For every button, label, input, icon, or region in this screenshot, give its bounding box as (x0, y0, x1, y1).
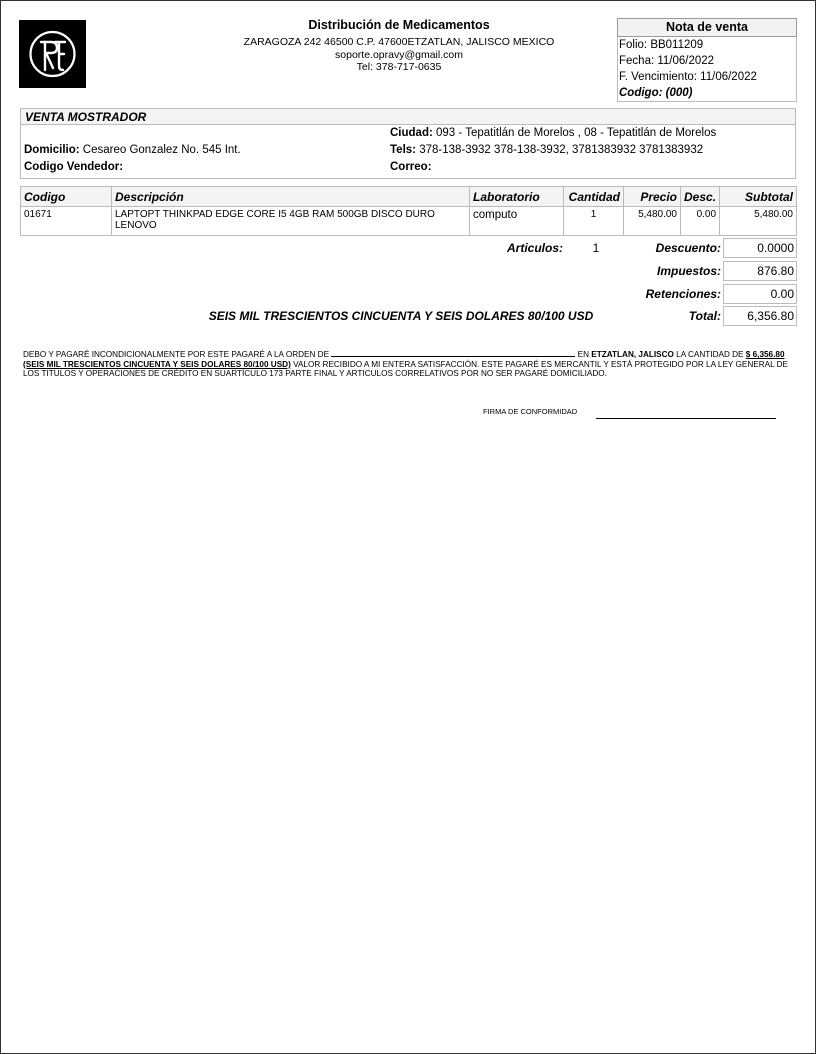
nota-codigo: Codigo: (000) (617, 85, 797, 102)
articulos-value: 1 (592, 241, 600, 255)
retenciones-value: 0.00 (723, 284, 797, 304)
cell-descripcion: LAPTOPT THINKPAD EDGE CORE I5 4GB RAM 500GB DISCO DURO LENOVO (112, 207, 470, 236)
descuento-value: 0.0000 (723, 238, 797, 258)
pagare-amount: $ 6,356.80 (SEIS MIL TRESCIENTOS CINCUENTA Y SEIS DOLARES 80/100 USD) (23, 350, 785, 369)
col-subtotal: Subtotal (720, 187, 797, 207)
client-vendedor (24, 161, 123, 173)
correo-label: Correo: (390, 161, 432, 173)
descuento-label: Descuento: (655, 241, 721, 255)
client-section-header: VENTA MOSTRADOR (20, 108, 796, 125)
col-cantidad: Cantidad (564, 187, 624, 207)
retenciones-label: Retenciones: (645, 287, 721, 301)
total-label: Total: (688, 309, 721, 323)
tels-label: Tels: (390, 144, 416, 156)
nota-fecha: Fecha: 11/06/2022 (617, 53, 797, 69)
items-table (20, 186, 797, 236)
nota-title: Nota de venta (617, 18, 797, 37)
company-name: Distribución de Medicamentos (308, 18, 490, 32)
domicilio-label: Domicilio: (24, 144, 80, 156)
table-header-row (21, 187, 797, 207)
col-laboratorio: Laboratorio (470, 187, 564, 207)
company-header (201, 18, 597, 74)
nota-de-venta-box (617, 18, 797, 102)
col-precio: Precio (624, 187, 681, 207)
ciudad-value: 093 - Tepatitlán de Morelos , 08 - Tepatitlán de Morelos (432, 127, 717, 139)
firma-signature-line (596, 418, 776, 419)
client-correo (390, 161, 432, 173)
client-domicilio (24, 144, 241, 156)
impuestos-value: 876.80 (723, 261, 797, 281)
pagare-part3: LA CANTIDAD DE (673, 350, 746, 359)
cell-codigo: 01671 (21, 207, 112, 236)
pagare-text (23, 349, 793, 379)
company-address: ZARAGOZA 242 46500 C.P. 47600ETZATLAN, JALISCO MEXICO (243, 36, 555, 48)
impuestos-label: Impuestos: (656, 264, 721, 278)
vendedor-label: Codigo Vendedor: (24, 161, 124, 173)
client-section (20, 125, 796, 179)
nota-vencimiento: F. Vencimiento: 11/06/2022 (617, 69, 797, 85)
rf-monogram-logo-icon (19, 20, 86, 88)
company-phone: Tel: 378-717-0635 (356, 61, 442, 74)
col-codigo: Codigo (21, 187, 112, 207)
client-ciudad (390, 127, 716, 139)
amount-in-words: SEIS MIL TRESCIENTOS CINCUENTA Y SEIS DOLARES 80/100 USD (208, 309, 594, 323)
pagare-part2: EN (575, 350, 592, 359)
articulos-label: Articulos: (506, 241, 563, 255)
ciudad-label: Ciudad: (390, 127, 433, 139)
cell-cantidad: 1 (564, 207, 624, 236)
cell-precio: 5,480.00 (624, 207, 681, 236)
client-tels (390, 144, 703, 156)
pagare-blank-line (331, 349, 575, 357)
total-value: 6,356.80 (723, 306, 797, 326)
cell-subtotal: 5,480.00 (720, 207, 797, 236)
pagare-place: ETZATLAN, JALISCO (591, 350, 674, 359)
cell-desc: 0.00 (681, 207, 720, 236)
firma-label: FIRMA DE CONFORMIDAD (483, 407, 578, 416)
table-row (21, 207, 797, 236)
tels-value: 378-138-3932 378-138-3932, 3781383932 3781383932 (416, 144, 704, 156)
company-email: soporte.opravy@gmail.com (335, 48, 463, 61)
cell-laboratorio: computo (470, 207, 564, 236)
col-descripcion: Descripción (112, 187, 470, 207)
nota-folio: Folio: BB011209 (617, 37, 797, 53)
domicilio-value: Cesareo Gonzalez No. 545 Int. (79, 144, 241, 156)
pagare-part4: VALOR RECIBIDO A MI ENTERA SATISFACCIÓN. ESTE PAGARÉ ES MERCANTIL Y ESTÁ PROTEGIDO POR LA LEY GENERAL DE LOS TITULOS Y OPERACIONES DE CRÉDITO EN SUARTÍCULO 173 PARTE FINAL Y ARTICULOS CORRELATIVOS POR NO SER PAGARÉ DOMICILIADO. (23, 359, 788, 379)
col-desc: Desc. (681, 187, 720, 207)
pagare-part1: DEBO Y PAGARÉ INCONDICIONALMENTE POR ESTE PAGARÉ A LA ORDEN DE (23, 350, 332, 359)
